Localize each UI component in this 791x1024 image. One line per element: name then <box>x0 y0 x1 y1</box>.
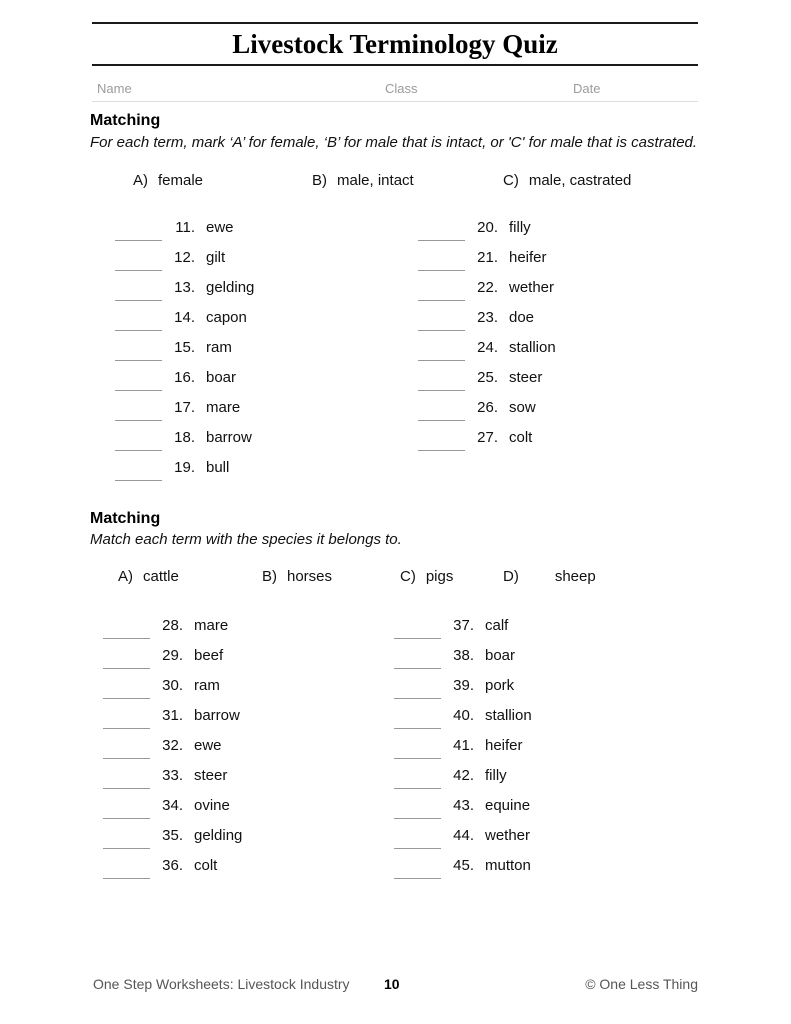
item-term: mare <box>206 399 241 416</box>
answer-blank[interactable] <box>103 758 150 759</box>
item-term: steer <box>194 767 228 784</box>
page-title: Livestock Terminology Quiz <box>232 29 558 59</box>
name-label: Name <box>97 81 132 96</box>
item-number: 18. <box>174 429 195 446</box>
answer-blank[interactable] <box>394 878 441 879</box>
answer-blank[interactable] <box>115 420 162 421</box>
quiz-item-row <box>115 428 335 458</box>
item-term: ewe <box>206 219 234 236</box>
quiz-item-row <box>103 856 323 886</box>
answer-blank[interactable] <box>103 818 150 819</box>
quiz-item-row <box>115 398 335 428</box>
item-number: 35. <box>162 827 183 844</box>
item-term: boar <box>206 369 237 386</box>
item-number: 39. <box>453 677 474 694</box>
footer-series-title: One Step Worksheets: Livestock Industry <box>93 976 350 992</box>
option-label: sheep <box>554 568 596 585</box>
answer-blank[interactable] <box>418 420 465 421</box>
quiz-item-row <box>115 368 335 398</box>
item-term: beef <box>194 647 224 664</box>
section2-option-c <box>400 568 453 585</box>
quiz-item-row <box>103 736 323 766</box>
item-number: 28. <box>162 617 183 634</box>
quiz-item-row <box>418 218 638 248</box>
option-letter: A) <box>118 568 133 585</box>
section1-option-b <box>312 172 414 189</box>
quiz-item-row <box>115 338 335 368</box>
item-term: boar <box>485 647 516 664</box>
item-number: 13. <box>174 279 195 296</box>
quiz-item-row <box>394 706 614 736</box>
item-term: gelding <box>206 279 255 296</box>
answer-blank[interactable] <box>394 788 441 789</box>
quiz-item-row <box>394 616 614 646</box>
quiz-item-row <box>115 308 335 338</box>
quiz-item-row <box>418 398 638 428</box>
item-term: bull <box>206 459 230 476</box>
answer-blank[interactable] <box>103 848 150 849</box>
option-letter: B) <box>262 568 277 585</box>
item-term: barrow <box>206 429 252 446</box>
copyright-text: © One Less Thing <box>585 976 698 992</box>
answer-blank[interactable] <box>115 330 162 331</box>
quiz-item-row <box>418 248 638 278</box>
item-term: doe <box>509 309 535 326</box>
item-number: 20. <box>477 219 498 236</box>
item-number: 27. <box>477 429 498 446</box>
quiz-item-row <box>418 428 638 458</box>
item-number: 26. <box>477 399 498 416</box>
quiz-item-row <box>103 706 323 736</box>
answer-blank[interactable] <box>418 300 465 301</box>
quiz-item-row <box>394 736 614 766</box>
quiz-item-row <box>103 646 323 676</box>
section2-right-column <box>394 616 614 886</box>
item-term: stallion <box>509 339 556 356</box>
section2-heading: Matching <box>90 510 161 527</box>
item-term: capon <box>206 309 247 326</box>
section1-right-column <box>418 218 638 458</box>
answer-blank[interactable] <box>394 848 441 849</box>
answer-blank[interactable] <box>418 240 465 241</box>
answer-blank[interactable] <box>418 450 465 451</box>
item-number: 38. <box>453 647 474 664</box>
option-letter: B) <box>312 172 327 189</box>
answer-blank[interactable] <box>103 728 150 729</box>
quiz-item-row <box>394 796 614 826</box>
section2-option-d <box>503 568 596 585</box>
item-number: 30. <box>162 677 183 694</box>
quiz-item-row <box>103 766 323 796</box>
date-label: Date <box>573 81 601 96</box>
item-number: 12. <box>174 249 195 266</box>
item-term: ram <box>194 677 220 694</box>
item-number: 23. <box>477 309 498 326</box>
quiz-item-row <box>115 278 335 308</box>
option-label: male, intact <box>337 172 414 189</box>
item-term: pork <box>485 677 515 694</box>
item-term: equine <box>485 797 531 814</box>
quiz-item-row <box>394 826 614 856</box>
item-number: 16. <box>174 369 195 386</box>
section1-heading: Matching <box>90 112 161 129</box>
section2-left-column <box>103 616 323 886</box>
title-underline-rule <box>92 64 698 66</box>
answer-blank[interactable] <box>103 698 150 699</box>
item-number: 34. <box>162 797 183 814</box>
answer-blank[interactable] <box>115 240 162 241</box>
quiz-item-row <box>103 616 323 646</box>
answer-blank[interactable] <box>115 480 162 481</box>
option-label: pigs <box>425 568 454 585</box>
header-fill-line <box>92 101 698 102</box>
quiz-item-row <box>115 218 335 248</box>
option-letter: C) <box>503 172 519 189</box>
item-number: 24. <box>477 339 498 356</box>
item-number: 45. <box>453 857 474 874</box>
section1-option-a <box>133 172 203 189</box>
item-term: mutton <box>485 857 531 874</box>
answer-blank[interactable] <box>115 360 162 361</box>
quiz-item-row <box>418 368 638 398</box>
item-term: colt <box>194 857 218 874</box>
answer-blank[interactable] <box>418 270 465 271</box>
item-number: 11. <box>175 219 195 236</box>
page-number: 10 <box>384 976 400 992</box>
answer-blank[interactable] <box>115 390 162 391</box>
answer-blank[interactable] <box>115 450 162 451</box>
item-term: filly <box>509 219 531 236</box>
item-term: ram <box>206 339 232 356</box>
section1-option-c <box>503 172 631 189</box>
item-term: wether <box>485 827 531 844</box>
option-letter: D) <box>503 568 519 585</box>
item-number: 37. <box>453 617 474 634</box>
answer-blank[interactable] <box>115 270 162 271</box>
item-number: 44. <box>453 827 474 844</box>
answer-blank[interactable] <box>418 360 465 361</box>
quiz-item-row <box>103 826 323 856</box>
item-term: colt <box>509 429 533 446</box>
answer-blank[interactable] <box>394 668 441 669</box>
item-term: mare <box>194 617 229 634</box>
item-term: steer <box>509 369 543 386</box>
item-number: 43. <box>453 797 474 814</box>
item-number: 32. <box>162 737 183 754</box>
answer-blank[interactable] <box>115 300 162 301</box>
answer-blank[interactable] <box>103 788 150 789</box>
item-term: heifer <box>485 737 523 754</box>
item-number: 41. <box>453 737 474 754</box>
option-label: horses <box>287 568 333 585</box>
item-number: 31. <box>162 707 183 724</box>
item-term: gilt <box>206 249 226 266</box>
section2-option-b <box>262 568 332 585</box>
item-number: 29. <box>162 647 183 664</box>
quiz-item-row <box>418 338 638 368</box>
class-label: Class <box>385 81 418 96</box>
item-number: 21. <box>477 249 498 266</box>
quiz-item-row <box>103 796 323 826</box>
quiz-item-row <box>418 308 638 338</box>
section1-instruction: For each term, mark ‘A’ for female, ‘B’ for male that is intact, or 'C' for male that is castrated. <box>90 134 698 151</box>
item-term: ovine <box>194 797 230 814</box>
quiz-item-row <box>103 676 323 706</box>
answer-blank[interactable] <box>394 728 441 729</box>
answer-blank[interactable] <box>394 698 441 699</box>
item-term: barrow <box>194 707 240 724</box>
item-term: calf <box>485 617 509 634</box>
item-term: ewe <box>194 737 222 754</box>
item-number: 42. <box>453 767 474 784</box>
quiz-item-row <box>115 248 335 278</box>
item-term: wether <box>509 279 555 296</box>
item-number: 17. <box>174 399 195 416</box>
answer-blank[interactable] <box>103 878 150 879</box>
answer-blank[interactable] <box>103 638 150 639</box>
item-number: 40. <box>453 707 474 724</box>
quiz-item-row <box>394 856 614 886</box>
quiz-item-row <box>394 676 614 706</box>
answer-blank[interactable] <box>418 330 465 331</box>
quiz-item-row <box>115 458 335 488</box>
answer-blank[interactable] <box>103 668 150 669</box>
item-number: 36. <box>162 857 183 874</box>
answer-blank[interactable] <box>418 390 465 391</box>
option-label: cattle <box>143 568 179 585</box>
answer-blank[interactable] <box>394 818 441 819</box>
quiz-item-row <box>394 646 614 676</box>
option-letter: A) <box>133 172 148 189</box>
quiz-item-row <box>394 766 614 796</box>
answer-blank[interactable] <box>394 758 441 759</box>
item-term: filly <box>485 767 507 784</box>
option-letter: C) <box>400 568 416 585</box>
section2-option-a <box>118 568 179 585</box>
item-term: gelding <box>194 827 243 844</box>
item-number: 19. <box>174 459 195 476</box>
quiz-item-row <box>418 278 638 308</box>
option-label: female <box>158 172 204 189</box>
answer-blank[interactable] <box>394 638 441 639</box>
item-number: 25. <box>477 369 498 386</box>
section1-left-column <box>115 218 335 488</box>
item-number: 14. <box>174 309 195 326</box>
item-term: heifer <box>509 249 547 266</box>
item-term: stallion <box>485 707 532 724</box>
item-number: 15. <box>174 339 195 356</box>
option-label: male, castrated <box>528 172 632 189</box>
item-term: sow <box>509 399 536 416</box>
section2-instruction: Match each term with the species it belongs to. <box>90 531 402 548</box>
item-number: 22. <box>477 279 498 296</box>
top-rule <box>92 22 698 24</box>
item-number: 33. <box>162 767 183 784</box>
